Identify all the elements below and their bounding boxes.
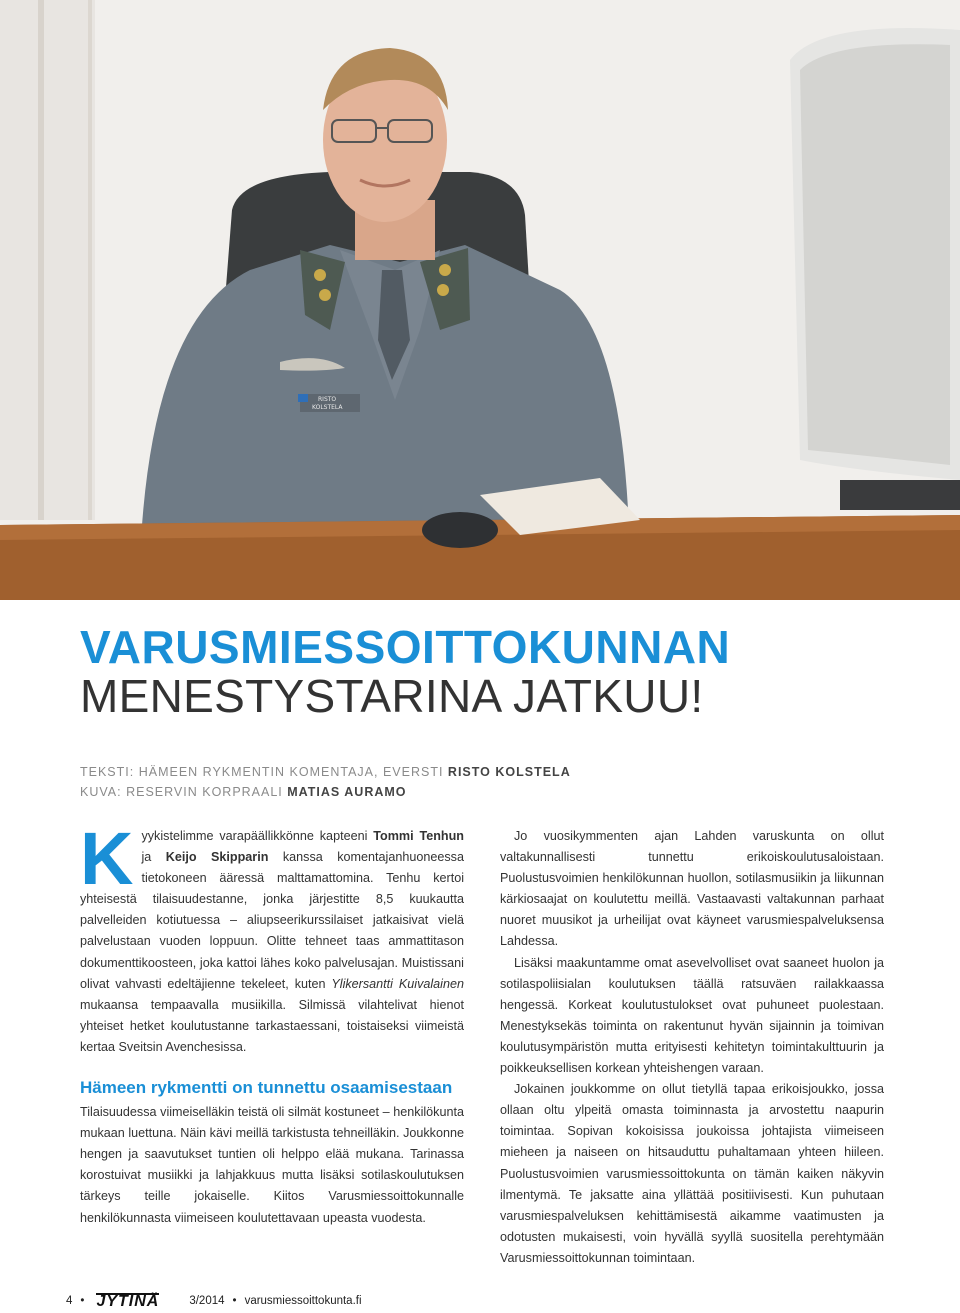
page-footer xyxy=(66,1293,362,1309)
intro-name-1: Tommi Tenhun xyxy=(373,829,464,843)
intro-paragraph xyxy=(80,817,464,1058)
text-credit-label: TEKSTI: xyxy=(80,765,135,779)
photo-credit xyxy=(80,782,571,802)
officer-portrait-illustration xyxy=(0,0,960,600)
right-paragraph-2: Lisäksi maakuntamme omat asevelvolliset ovat saaneet huolon ja sotilaspoliisialan koulutuksen täällä ratsuväen railakkaassa hengessä. Korkeat koulutustulokset ovat puhuneet puolestaan. Menestyksekäs toiminta on rakentunut hyvän sijainnin ja toimivan koulutusympäristön mutta erityisesti kehitetyn toimintakulttuurin ja poikkeuksellisen korkean yhteishengen varaan. xyxy=(500,955,884,1076)
right-paragraph-3: Jokainen joukkomme on ollut tietyllä tapaa erikoisjoukko, jossa ollaan oltu ylpeitä omasta toiminnasta ja arvostettu naapurin toimintaa. Sopivan kokoisissa joukoissa johtajista viimeiseen mieheen ja naiseen on hitsauduttu puhaltamaan yhteen hiileen. Puolustusvoimien varusmiessoittokunta on tämän kaiken näkyvin ilmentymä. Te jaksatte aina yllättää positiivisesti. Kun puhutaan varusmiespalveluksen kehittämisestä aikamme vaatimusten ja odotusten mukaisesti, voin hyvällä syyllä suositella perehtymään Varusmiessoittokunnan toimintaan. xyxy=(500,1082,884,1265)
left-column xyxy=(80,817,464,1229)
drop-cap: K xyxy=(80,817,134,900)
headline-line2: MENESTYSTARINA JATKUU! xyxy=(80,669,704,722)
intro-text-b: ja xyxy=(141,850,166,865)
intro-text-c: kanssa komentajanhuoneessa tietokoneen ääressä malttamattomina. Tenhu kertoi yhteisestä tilaisuudestanne, jonka järjestitte 8,5 kuukautta palvelleiden kotiutuessa – aliupseerikurssilaiset jatkaisivat vielä palvelustaan vuoden loppuun. Olitte tehneet taas ammattitason dokumenttikoosteen, joka kattoi lähes koko palvelusajan. Muistissani olivat vahvasti edeltäjienne tekeleet, kuten xyxy=(80,850,464,991)
photo-credit-label: KUVA: xyxy=(80,785,122,799)
photo-credit-role: RESERVIN KORPRAALI xyxy=(126,785,283,799)
article-headline xyxy=(80,621,940,722)
bullet-separator-icon: • xyxy=(232,1295,237,1307)
intro-text-d: mukaansa tempaavalla musiikilla. Silmissä vilahtelivat hienot yhteiset hetket koulutustanne tarkastaessani, toistaiseksi viimeistä kertaa Sveitsin Avenchesissa. xyxy=(80,997,464,1054)
text-credit-role: HÄMEEN RYKMENTIN KOMENTAJA, EVERSTI xyxy=(138,765,444,779)
badge-line2: KOLSTELA xyxy=(312,404,343,411)
text-credit-name: RISTO KOLSTELA xyxy=(447,765,571,779)
left-paragraph-2: Tilaisuudessa viimeiselläkin teistä oli silmät kostuneet – henkilökunta mukaan luettuna. Näin kävi meillä tarkistusta tehneilläkin. Joukkonne hengen ja saavutukset tuntien oli helppo elää mukana. Tarinassa korostuivat musiikki ja lahjakkuus mutta lisäksi sotilaskoulutuksen tärkeys teille jokaiselle. Kiitos Varusmiessoittokunnalle henkilökunnasta viimeiseen koulutettavaan upeasta vuodesta. xyxy=(80,1105,464,1225)
badge-line1: RISTO xyxy=(318,396,337,403)
intro-italic-title: Ylikersantti Kuivalainen xyxy=(331,976,464,991)
intro-text-a: yykistelimme varapäällikkönne kapteeni xyxy=(141,829,374,843)
section-subheading: Hämeen rykmentti on tunnettu osaamisestaan xyxy=(80,1078,453,1098)
photo-credit-name: MATIAS AURAMO xyxy=(287,785,407,799)
article-credits xyxy=(80,762,571,802)
headline-line1: VARUSMIESSOITTOKUNNAN xyxy=(80,621,731,673)
cover-photo xyxy=(0,0,960,600)
right-column xyxy=(500,826,884,1269)
bullet-separator-icon: • xyxy=(80,1295,85,1307)
page-number: 4 xyxy=(66,1295,73,1307)
website-link[interactable]: varusmiessoittokunta.fi xyxy=(244,1295,362,1307)
issue-number: 3/2014 xyxy=(189,1295,225,1307)
right-paragraph-1: Jo vuosikymmenten ajan Lahden varuskunta on ollut valtakunnallisesti tunnettu erikoiskoulutusaloistaan. Puolustusvoimien henkilökunnan huollon, sotilasmusiikin ja liikunnan kärkiosaajat on koulutettu meillä. Vastaavasti valtakunnan parhaat nuoret muusikot ja urheilijat ovat käyneet varusmiespalveluksensa Lahdessa. xyxy=(500,829,884,949)
text-credit xyxy=(80,762,571,782)
intro-name-2: Keijo Skipparin xyxy=(165,850,269,865)
magazine-logo: JYTINÄ xyxy=(96,1293,160,1310)
